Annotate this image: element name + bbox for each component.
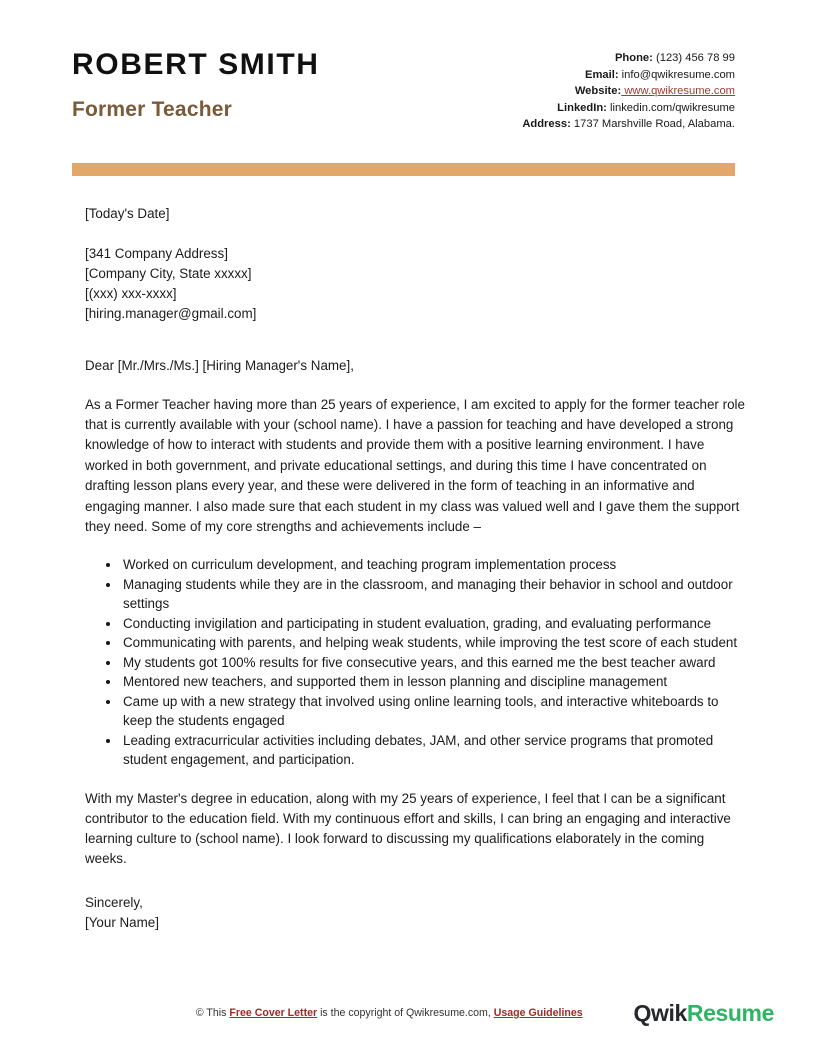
- recipient-line: [(xxx) xxx-xxxx]: [85, 285, 177, 301]
- candidate-job-title: Former Teacher: [72, 98, 232, 121]
- contact-label: Email:: [584, 68, 619, 81]
- logo-accent-text: Resume: [686, 999, 774, 1026]
- recipient-line: [341 Company Address]: [85, 245, 228, 261]
- list-item: Came up with a new strategy that involved using online learning tools, and interactive whiteboards to keep the students engaged: [123, 692, 748, 731]
- contact-value[interactable]: www.qwikresume.com: [621, 85, 735, 97]
- contact-label: Phone:: [614, 52, 653, 64]
- usage-guidelines-link[interactable]: Usage Guidelines: [493, 1007, 583, 1019]
- contact-label: Website:: [574, 85, 622, 97]
- recipient-line: [hiring.manager@gmail.com]: [85, 305, 257, 321]
- page-footer: [0, 993, 820, 1033]
- contact-details: [522, 44, 735, 133]
- contact-row-phone: [522, 50, 735, 67]
- contact-row-linkedin: [522, 100, 735, 117]
- salutation: Dear [Mr./Mrs./Ms.] [Hiring Manager's Name],: [85, 357, 354, 373]
- list-item: My students got 100% results for five consecutive years, and this earned me the best teacher award: [123, 653, 748, 673]
- signoff-text: Sincerely,: [85, 894, 143, 910]
- contact-row-email: [522, 67, 735, 84]
- contact-row-address: [522, 116, 735, 133]
- contact-value: (123) 456 78 99: [652, 52, 735, 64]
- contact-value: linkedin.com/qwikresume: [606, 101, 735, 114]
- contact-value: 1737 Marshville Road, Alabama.: [570, 118, 735, 130]
- letter-header: [0, 0, 820, 133]
- identity-block: [72, 44, 320, 121]
- contact-row-website: [522, 83, 735, 100]
- qwikresume-logo: [634, 1000, 792, 1027]
- copyright-notice: [85, 1007, 634, 1019]
- copyright-middle: is the copyright of Qwikresume.com,: [317, 1007, 494, 1019]
- contact-value: info@qwikresume.com: [618, 68, 735, 81]
- signature-block: [85, 893, 748, 933]
- list-item: Mentored new teachers, and supported them in lesson planning and discipline management: [123, 672, 748, 692]
- list-item: Conducting invigilation and participating in student evaluation, grading, and evaluating performance: [123, 614, 748, 634]
- contact-label: Address:: [522, 118, 571, 130]
- list-item: Managing students while they are in the classroom, and managing their behavior in school and outdoor settings: [123, 575, 748, 614]
- recipient-address: [85, 244, 748, 324]
- contact-label: LinkedIn:: [557, 101, 607, 114]
- letter-body: [0, 204, 820, 933]
- free-cover-letter-link[interactable]: Free Cover Letter: [229, 1007, 318, 1019]
- closing-paragraph: With my Master's degree in education, along with my 25 years of experience, I feel that I can be a significant contributor to the education field. With my continuous effort and skills, I can bring an engaging and interactive learning culture to (school name). I look forward to discussing my qualifications elaborately in the coming weeks.: [85, 790, 731, 866]
- logo-primary-text: Qwik: [633, 999, 687, 1026]
- candidate-name: ROBERT SMITH: [72, 48, 320, 81]
- letter-date: [Today's Date]: [85, 205, 170, 221]
- list-item: Worked on curriculum development, and teaching program implementation process: [123, 555, 748, 575]
- signature-name: [Your Name]: [85, 914, 159, 930]
- accent-bar-container: [0, 163, 820, 176]
- achievements-list: [85, 555, 748, 770]
- recipient-line: [Company City, State xxxxx]: [85, 265, 252, 281]
- list-item: Leading extracurricular activities including debates, JAM, and other service programs that promoted student engagement, and participation.: [123, 731, 748, 770]
- list-item: Communicating with parents, and helping weak students, while improving the test score of each student: [123, 633, 748, 653]
- opening-paragraph: As a Former Teacher having more than 25 years of experience, I am excited to apply for the former teacher role that is currently available with your (school name). I have a passion for teaching and have developed a strong knowledge of how to interact with students and provide them with a positive learning environment. I have worked in both government, and private educational settings, and during this time I have concentrated on drafting lesson plans every year, and these were delivered in the form of teaching in an informative and engaging manner. I also made sure that each student in my class was valued well and I gave them the support they need. Some of my core strengths and achievements include –: [85, 396, 745, 534]
- accent-divider-bar: [72, 163, 735, 176]
- copyright-prefix: © This: [195, 1007, 230, 1019]
